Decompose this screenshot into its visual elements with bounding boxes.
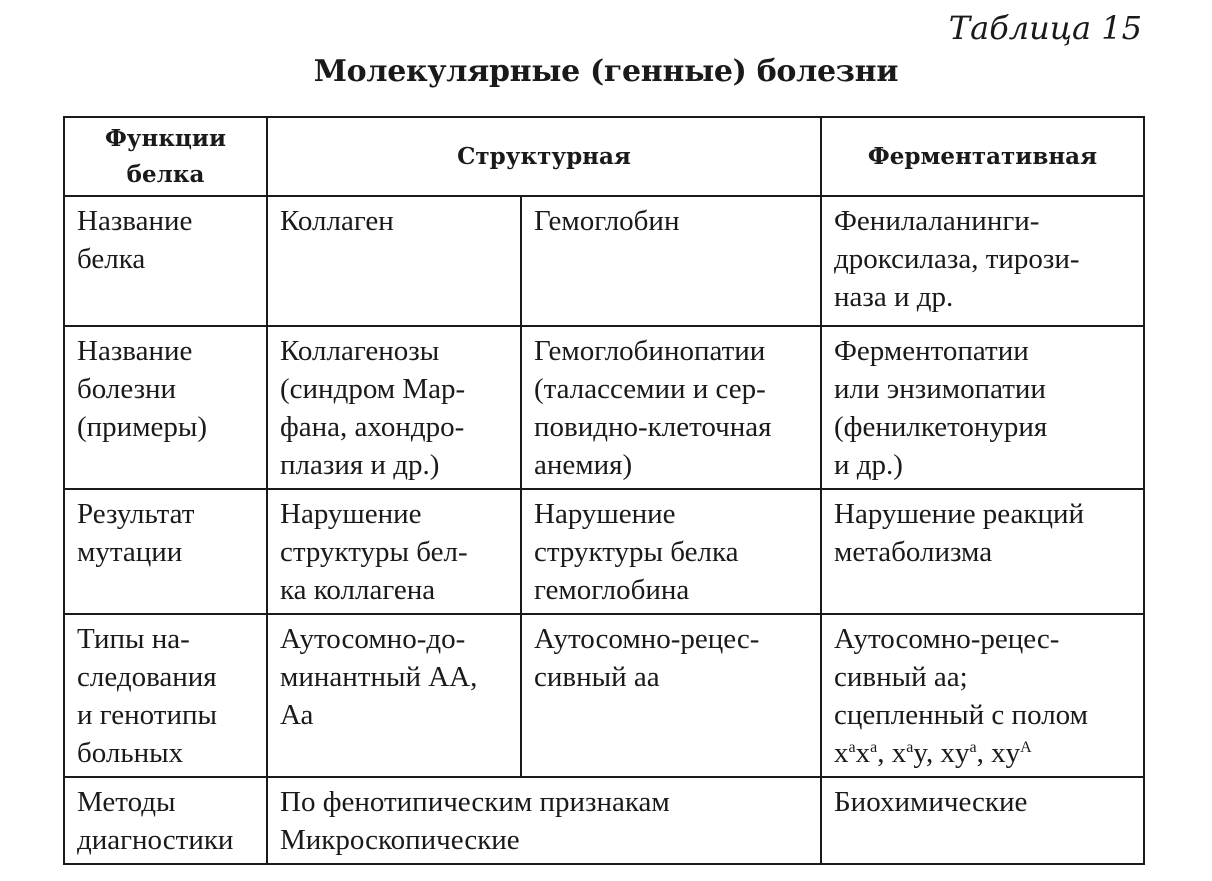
header-enzymatic: Ферментативная — [821, 117, 1144, 196]
cell-line: сцепленный с полом — [834, 699, 1088, 731]
genotype-superscript: a — [848, 739, 856, 756]
cell-line: Типы на- — [77, 623, 190, 655]
cell-line: Методы — [77, 786, 176, 818]
genotype-text: xy — [991, 737, 1021, 769]
table-row — [64, 196, 1144, 326]
cell-line: Название — [77, 205, 193, 237]
genotype-separator: , — [925, 737, 941, 769]
cell-line: диагностики — [77, 824, 234, 856]
header-structural: Структурная — [267, 117, 821, 196]
cell-hemoglobin-inheritance — [521, 614, 821, 777]
genotype-text: x — [834, 737, 849, 769]
cell-line: (примеры) — [77, 411, 208, 443]
cell-hemoglobin-protein — [521, 196, 821, 326]
cell-collagen-protein — [267, 196, 521, 326]
row-label-diagnostics — [64, 777, 267, 864]
genotype-text: xy — [940, 737, 970, 769]
cell-line: Биохимические — [834, 786, 1028, 818]
genotype-text: x — [855, 737, 871, 769]
cell-line: дроксилаза, тирози- — [834, 243, 1080, 275]
genetic-diseases-table — [63, 116, 1145, 865]
genotype-text: y — [913, 737, 926, 769]
cell-line: или энзимопатии — [834, 373, 1046, 405]
header-protein-function-line: Функции — [104, 124, 227, 152]
cell-collagen-inheritance — [267, 614, 521, 777]
cell-line: болезни — [77, 373, 177, 405]
page-title: Молекулярные (генные) болезни — [313, 54, 899, 89]
header-protein-function — [64, 117, 267, 196]
cell-line: гемоглобина — [534, 574, 690, 606]
table-row — [64, 489, 1144, 614]
genotype-superscript: A — [1020, 739, 1032, 756]
genotype-superscript: a — [969, 739, 977, 756]
cell-line: сивный аа; — [834, 661, 968, 693]
genotype-formula — [834, 734, 1135, 772]
cell-line: следования — [77, 661, 217, 693]
cell-hemoglobin-disease — [521, 326, 821, 489]
cell-line: ка коллагена — [280, 574, 436, 606]
cell-line: Гемоглобинопатии — [534, 335, 766, 367]
row-label-disease-name — [64, 326, 267, 489]
cell-line: (фенилкетонурия — [834, 411, 1048, 443]
cell-line: фана, ахондро- — [280, 411, 465, 443]
cell-line: (талассемии и сер- — [534, 373, 766, 405]
cell-line: больных — [77, 737, 184, 769]
cell-line: мутации — [77, 536, 183, 568]
cell-line: Коллаген — [280, 205, 394, 237]
cell-line: Аутосомно-до- — [280, 623, 466, 655]
header-protein-function-line: белка — [126, 160, 205, 188]
cell-line: и генотипы — [77, 699, 217, 731]
genotype-superscript: a — [906, 739, 914, 756]
table-number: Таблица 15 — [948, 9, 1142, 47]
cell-line: минантный АА, — [280, 661, 478, 693]
cell-line: повидно-клеточная — [534, 411, 772, 443]
table-row — [64, 777, 1144, 864]
table-header-row — [64, 117, 1144, 196]
cell-line: Аа — [280, 699, 314, 731]
table-row — [64, 326, 1144, 489]
table-row — [64, 614, 1144, 777]
cell-line: По фенотипическим признакам — [280, 786, 670, 818]
cell-line: анемия) — [534, 449, 633, 481]
cell-line: Ферментопатии — [834, 335, 1029, 367]
cell-enzyme-inheritance — [821, 614, 1144, 777]
cell-line: структуры бел- — [280, 536, 468, 568]
cell-structural-diagnostics — [267, 777, 821, 864]
cell-line: Гемоглобин — [534, 205, 680, 237]
genotype-separator: , — [976, 737, 992, 769]
cell-line: Фенилаланинги- — [834, 205, 1040, 237]
cell-line: Микроскопические — [280, 824, 520, 856]
cell-line: Аутосомно-рецес- — [834, 623, 1060, 655]
genotype-separator: , — [877, 737, 892, 769]
cell-line: Аутосомно-рецес- — [534, 623, 760, 655]
cell-line: Результат — [77, 498, 195, 530]
cell-line: Нарушение реакций — [834, 498, 1085, 530]
cell-hemoglobin-mutation — [521, 489, 821, 614]
cell-line: и др.) — [834, 449, 903, 481]
cell-collagen-mutation — [267, 489, 521, 614]
cell-line: Нарушение — [534, 498, 676, 530]
cell-line: Коллагенозы — [280, 335, 440, 367]
cell-line: плазия и др.) — [280, 449, 440, 481]
row-label-mutation-result — [64, 489, 267, 614]
genotype-text: x — [891, 737, 907, 769]
cell-line: наза и др. — [834, 281, 954, 313]
cell-enzyme-protein — [821, 196, 1144, 326]
row-label-protein-name — [64, 196, 267, 326]
cell-line: метаболизма — [834, 536, 993, 568]
cell-line: Название — [77, 335, 193, 367]
cell-line: сивный аа — [534, 661, 660, 693]
cell-line: Нарушение — [280, 498, 422, 530]
cell-line: белка — [77, 243, 146, 275]
row-label-inheritance — [64, 614, 267, 777]
cell-line: (синдром Мар- — [280, 373, 466, 405]
cell-line: структуры белка — [534, 536, 739, 568]
cell-enzyme-mutation — [821, 489, 1144, 614]
cell-collagen-disease — [267, 326, 521, 489]
cell-enzyme-diagnostics — [821, 777, 1144, 864]
genotype-superscript: a — [870, 739, 878, 756]
cell-enzyme-disease — [821, 326, 1144, 489]
